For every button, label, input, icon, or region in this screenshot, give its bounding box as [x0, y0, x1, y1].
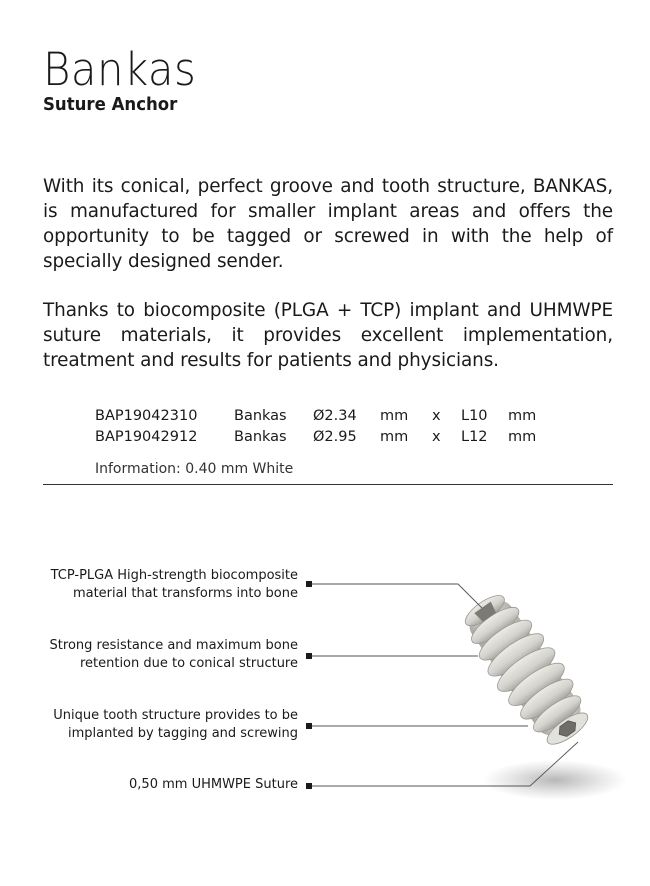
square-bullet-icon — [306, 783, 312, 789]
description-paragraph-1: With its conical, perfect groove and tooth structure, BANKAS, is manufactured for smaller implant areas and offers the opportunity to be tagged or screwed in with the help of specially designed sender. — [43, 176, 613, 272]
spec-diameter-unit: mm — [380, 428, 409, 445]
callout-line: TCP-PLGA High-strength biocomposite — [50, 568, 298, 583]
spec-times: x — [432, 407, 441, 424]
spec-code: BAP19042310 — [95, 407, 198, 424]
product-title: Bankas — [43, 43, 197, 96]
spec-length: L12 — [461, 428, 488, 445]
square-bullet-icon — [306, 653, 312, 659]
suture-anchor-screw-illustration — [452, 584, 601, 756]
callout-line: 0,50 mm UHMWPE Suture — [129, 777, 298, 792]
callout-line: Strong resistance and maximum bone — [49, 638, 298, 653]
product-subtitle: Suture Anchor — [43, 94, 178, 115]
callout-line: Unique tooth structure provides to be — [53, 708, 298, 723]
spec-length-unit: mm — [508, 407, 537, 424]
callout-line: material that transforms into bone — [72, 586, 298, 601]
spec-length-unit: mm — [508, 428, 537, 445]
implant-shadow — [483, 760, 627, 800]
spec-diameter: Ø2.95 — [313, 428, 357, 445]
callout-line: retention due to conical structure — [79, 656, 298, 671]
square-bullet-icon — [306, 723, 312, 729]
spec-diameter: Ø2.34 — [313, 407, 357, 424]
spec-name: Bankas — [234, 407, 287, 424]
spec-name: Bankas — [234, 428, 287, 445]
information-note: Information: 0.40 mm White — [95, 461, 294, 477]
spec-diameter-unit: mm — [380, 407, 409, 424]
square-bullet-icon — [306, 581, 312, 587]
spec-code: BAP19042912 — [95, 428, 198, 445]
spec-times: x — [432, 428, 441, 445]
description-paragraph-2: Thanks to biocomposite (PLGA + TCP) implant and UHMWPE suture materials, it provides excellent implementation, treatment and results for patients and physicians. — [43, 300, 613, 371]
spec-length: L10 — [461, 407, 488, 424]
callout-line: implanted by tagging and screwing — [67, 726, 298, 741]
leader-line — [310, 584, 482, 608]
